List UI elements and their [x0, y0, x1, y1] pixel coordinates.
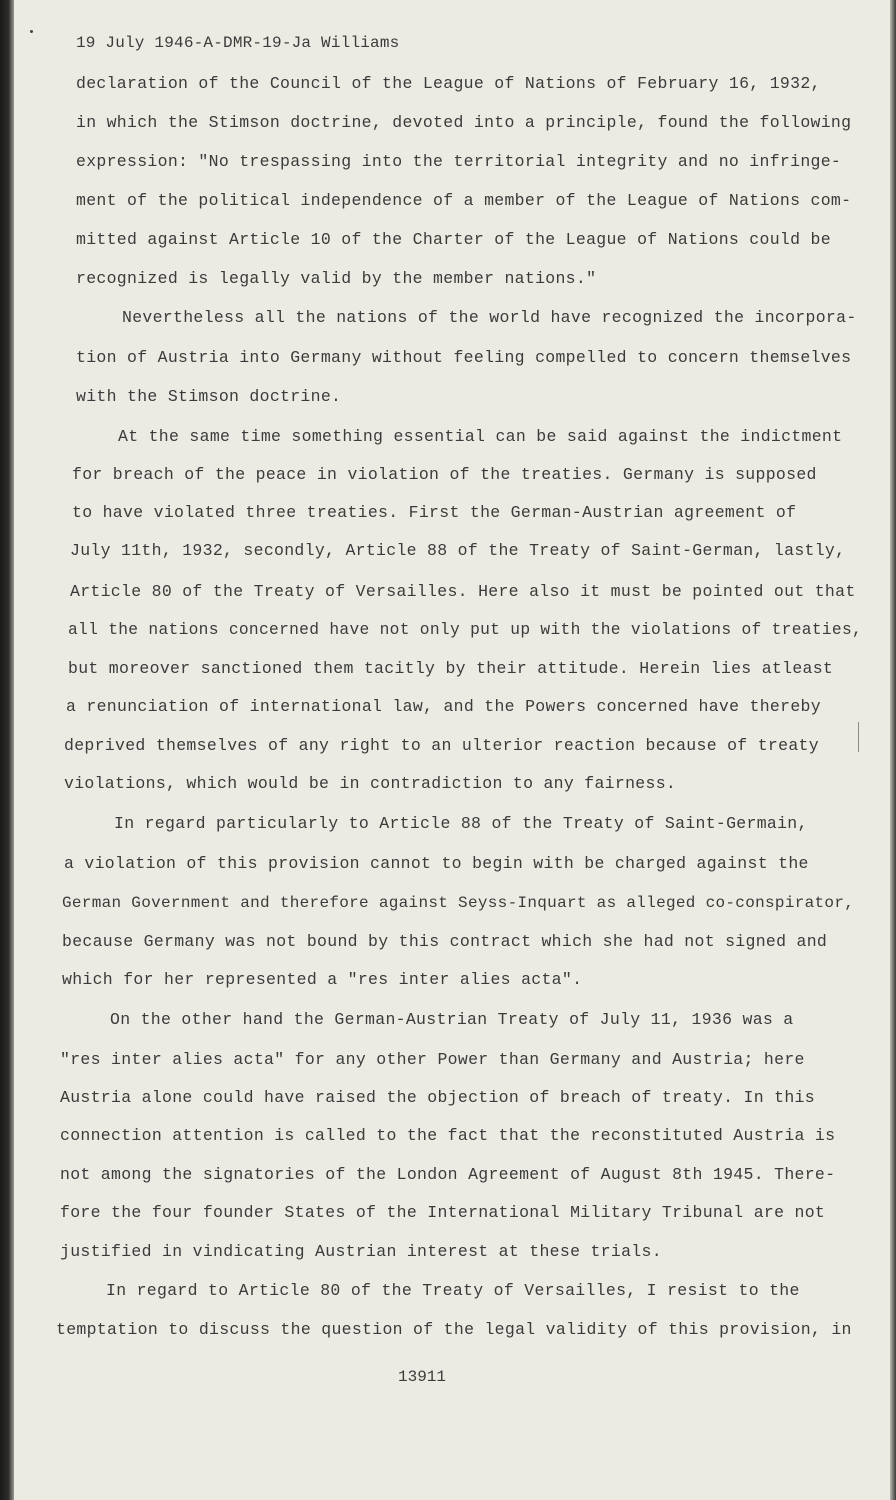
scan-left-edge: [0, 0, 14, 1500]
text-line: In regard particularly to Article 88 of the Treaty of Saint-Germain,: [114, 814, 808, 833]
ink-dot: [30, 30, 33, 33]
text-line: "res inter alies acta" for any other Power than Germany and Austria; here: [60, 1050, 805, 1069]
text-line: German Government and therefore against Seyss-Inquart as alleged co-conspirator,: [62, 894, 855, 912]
text-line: justified in vindicating Austrian interest at these trials.: [60, 1242, 662, 1261]
text-line: connection attention is called to the fact that the reconstituted Austria is: [60, 1126, 836, 1145]
page-number: 13911: [398, 1368, 447, 1386]
text-line: in which the Stimson doctrine, devoted into a principle, found the following: [76, 113, 852, 132]
text-line: but moreover sanctioned them tacitly by their attitude. Herein lies atleast: [68, 659, 834, 678]
text-line: Austria alone could have raised the objection of breach of treaty. In this: [60, 1088, 815, 1107]
text-line: a violation of this provision cannot to begin with be charged against the: [64, 854, 809, 873]
text-line: all the nations concerned have not only put up with the violations of treaties,: [68, 620, 863, 639]
text-line: mitted against Article 10 of the Charter of the League of Nations could be: [76, 230, 831, 249]
text-line: with the Stimson doctrine.: [76, 387, 342, 406]
text-line: tion of Austria into Germany without feeling compelled to concern themselves: [76, 348, 852, 367]
text-line: ment of the political independence of a member of the League of Nations com-: [76, 191, 852, 210]
text-line: On the other hand the German-Austrian Treaty of July 11, 1936 was a: [110, 1010, 794, 1029]
text-line: violations, which would be in contradiction to any fairness.: [64, 774, 677, 793]
text-line: a renunciation of international law, and the Powers concerned have thereby: [66, 697, 821, 716]
text-line: because Germany was not bound by this contract which she had not signed and: [62, 932, 828, 951]
text-line: not among the signatories of the London Agreement of August 8th 1945. There-: [60, 1165, 836, 1184]
margin-mark: [858, 722, 859, 752]
text-line: recognized is legally valid by the member nations.": [76, 269, 597, 288]
text-line: for breach of the peace in violation of the treaties. Germany is supposed: [72, 465, 817, 484]
document-header: 19 July 1946-A-DMR-19-Ja Williams: [76, 34, 400, 52]
text-line: temptation to discuss the question of the legal validity of this provision, in: [56, 1320, 852, 1339]
text-line: to have violated three treaties. First the German-Austrian agreement of: [72, 503, 797, 522]
text-line: which for her represented a "res inter alies acta".: [62, 970, 583, 989]
text-line: July 11th, 1932, secondly, Article 88 of the Treaty of Saint-German, lastly,: [70, 541, 846, 560]
text-line: At the same time something essential can be said against the indictment: [118, 427, 843, 446]
text-line: declaration of the Council of the League of Nations of February 16, 1932,: [76, 74, 821, 93]
text-line: Nevertheless all the nations of the world have recognized the incorpora-: [122, 308, 857, 327]
text-line: expression: "No trespassing into the territorial integrity and no infringe-: [76, 152, 842, 171]
text-line: deprived themselves of any right to an ulterior reaction because of treaty: [64, 736, 819, 755]
text-line: Article 80 of the Treaty of Versailles. Here also it must be pointed out that: [70, 582, 856, 601]
text-line: fore the four founder States of the International Military Tribunal are not: [60, 1203, 826, 1222]
text-line: In regard to Article 80 of the Treaty of Versailles, I resist to the: [106, 1281, 800, 1300]
scan-right-edge: [890, 0, 896, 1500]
